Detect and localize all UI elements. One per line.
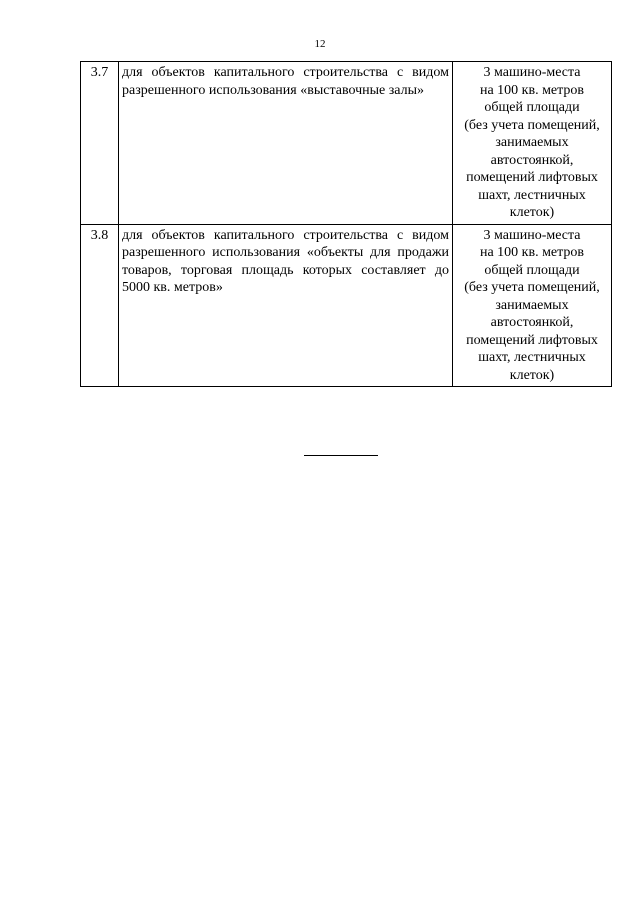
norm-line: помещений лифтовых bbox=[466, 332, 598, 348]
norm-line: на 100 кв. метров bbox=[479, 82, 585, 98]
table-row bbox=[81, 224, 612, 387]
norm-line: 3 машино-места bbox=[483, 227, 581, 243]
norm-line: 3 машино-места bbox=[483, 65, 581, 80]
norm-line: клеток) bbox=[509, 205, 555, 220]
table-row bbox=[81, 62, 612, 225]
norm-line: автостоянкой, bbox=[490, 152, 574, 168]
norm-line: шахт, лестничных bbox=[478, 350, 586, 365]
page-number: 12 bbox=[314, 38, 326, 50]
end-of-document-rule bbox=[304, 455, 378, 456]
norm-line: автостоянкой, bbox=[490, 315, 574, 330]
norm-line: (без учета помещений, bbox=[464, 117, 600, 133]
norm-line: (без учета помещений, bbox=[464, 280, 600, 295]
row-description: для объектов капитального строительства с видом разрешенного использования «объекты для продажи товаров, торговая площадь которых составляет до 5000 кв. метров» bbox=[119, 224, 453, 387]
row-parking-norm bbox=[453, 62, 612, 225]
norm-line: клеток) bbox=[509, 367, 555, 383]
norm-line: занимаемых bbox=[495, 135, 569, 150]
norm-line: на 100 кв. метров bbox=[479, 245, 585, 260]
norm-line: шахт, лестничных bbox=[478, 187, 586, 203]
row-number: 3.7 bbox=[81, 62, 119, 225]
row-description: для объектов капитального строительства с видом разрешенного использования «выставочные залы» bbox=[119, 62, 453, 225]
row-number: 3.8 bbox=[81, 224, 119, 387]
norm-line: занимаемых bbox=[495, 297, 569, 313]
parking-norms-table bbox=[80, 61, 612, 387]
norm-line: помещений лифтовых bbox=[466, 170, 598, 185]
norm-line: общей площади bbox=[484, 100, 580, 115]
row-parking-norm bbox=[453, 224, 612, 387]
norm-line: общей площади bbox=[484, 262, 580, 278]
